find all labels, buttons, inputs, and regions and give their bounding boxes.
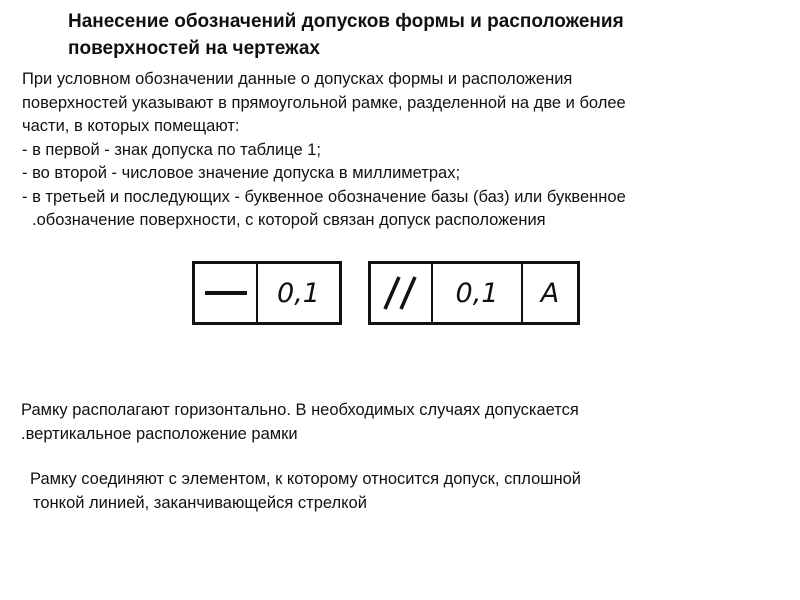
title-line-1: Нанесение обозначений допусков формы и расположения	[68, 11, 624, 32]
parallelism-icon	[381, 273, 421, 313]
paragraph-line: Рамку соединяют с элементом, к которому относится допуск, сплошной	[30, 470, 581, 488]
straightness-icon	[205, 291, 247, 295]
paragraph-line: тонкой линией, заканчивающейся стрелкой	[33, 494, 367, 512]
intro-line: При условном обозначении данные о допусках формы и расположения	[22, 70, 573, 88]
intro-paragraph	[22, 68, 782, 233]
title-line-2: поверхностей на чертежах	[68, 38, 320, 59]
tolerance-frame-parallelism	[368, 261, 580, 325]
intro-list-item: - во второй - числовое значение допуска в миллиметрах;	[22, 164, 461, 182]
frame-symbol-cell	[371, 264, 431, 322]
frame-symbol-cell	[195, 264, 256, 322]
intro-list-item: - в третьей и последующих - буквенное обозначение базы (баз) или буквенное	[22, 187, 626, 206]
tolerance-frame-straightness	[192, 261, 342, 325]
frame-datum-cell: A	[521, 264, 577, 322]
paragraph-line: Рамку располагают горизонтально. В необходимых случаях допускается	[21, 401, 579, 419]
paragraph-frame-connection	[30, 467, 790, 515]
page-title	[68, 8, 768, 62]
frame-value-cell: 0,1	[256, 264, 339, 322]
paragraph-frame-orientation	[21, 398, 781, 446]
intro-list-item: - в первой - знак допуска по таблице 1;	[22, 140, 321, 159]
intro-list-item: .обозначение поверхности, с которой связан допуск расположения	[32, 211, 546, 229]
frame-value-cell: 0,1	[431, 264, 521, 322]
intro-line: части, в которых помещают:	[22, 117, 240, 135]
intro-line: поверхностей указывают в прямоугольной рамке, разделенной на две и более	[22, 93, 626, 112]
paragraph-line: .вертикальное расположение рамки	[21, 425, 298, 443]
